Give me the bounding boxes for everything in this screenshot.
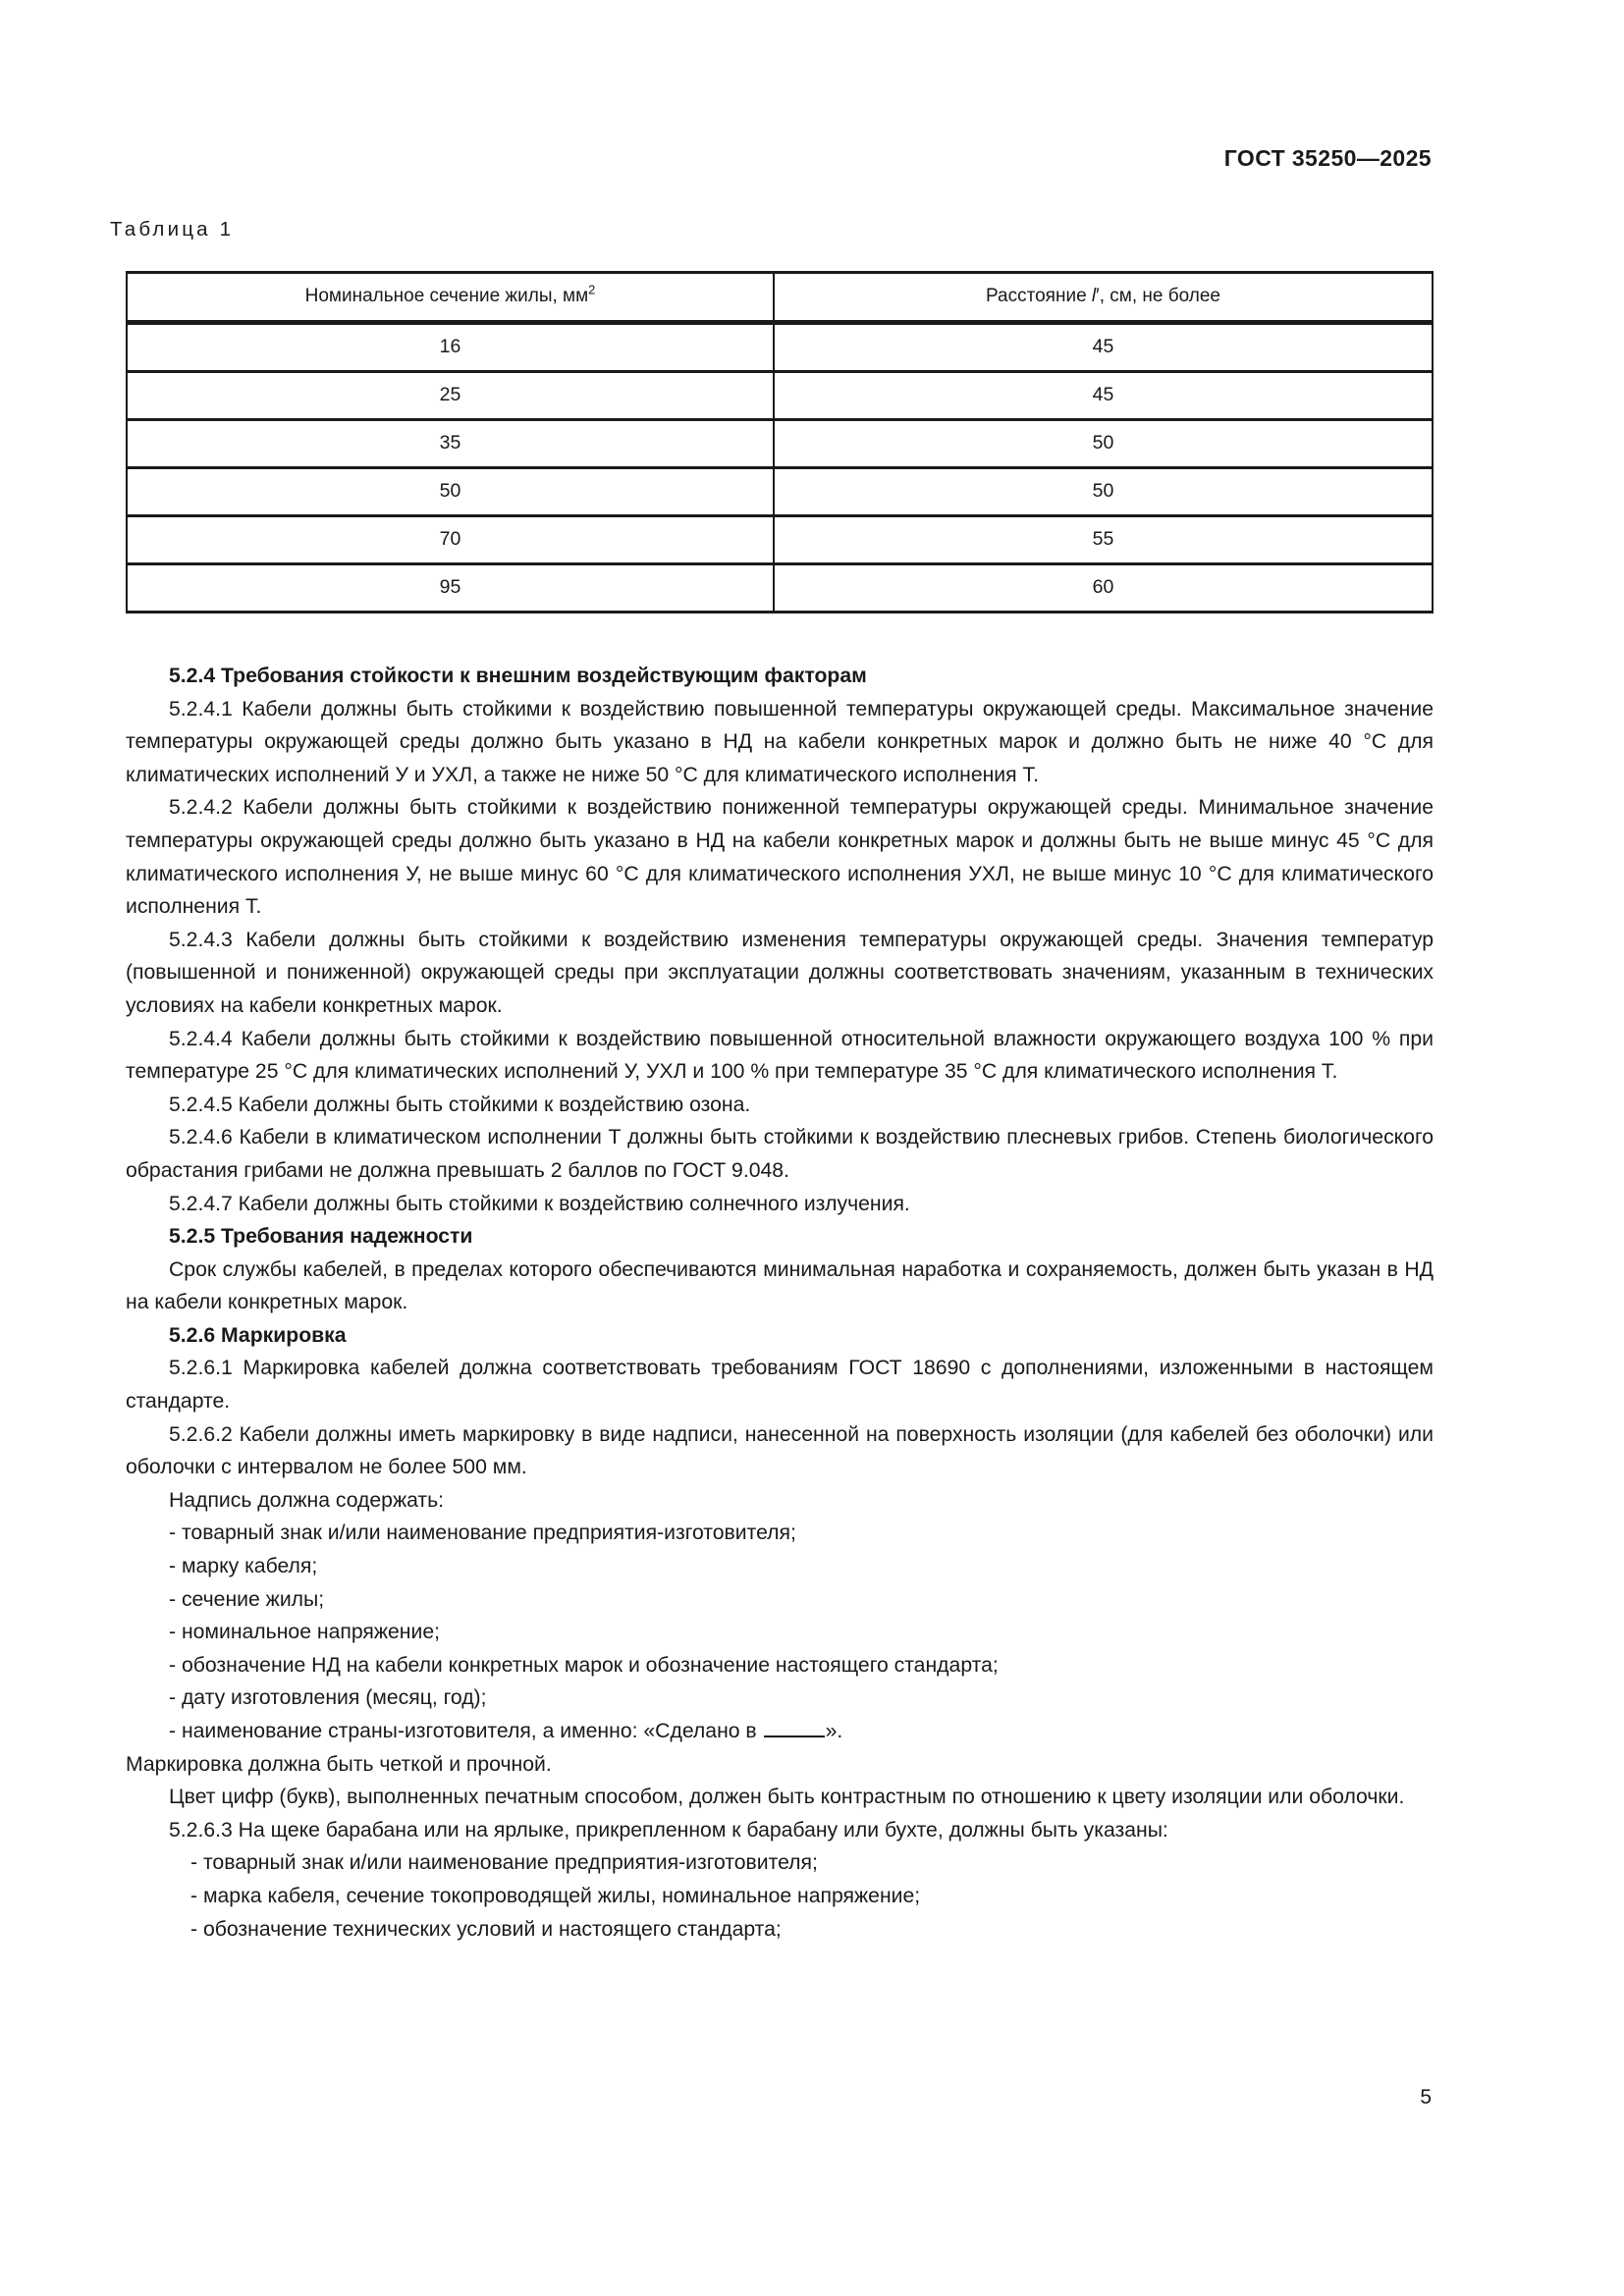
column-header-distance-prefix: Расстояние xyxy=(986,286,1092,307)
heading-5-2-4: 5.2.4 Требования стойкости к внешним воздействующим факторам xyxy=(169,665,867,687)
heading-5-2-5: 5.2.5 Требования надежности xyxy=(169,1225,473,1249)
paragraph-color-contrast: Цвет цифр (букв), выполненных печатным способом, должен быть контрастным по отношению к цвету изоляции или оболочки. xyxy=(169,1786,1405,1809)
table-1 xyxy=(126,271,1434,614)
column-header-nominal-section xyxy=(127,273,774,321)
paragraph-5-2-4-6: 5.2.4.6 Кабели в климатическом исполнении Т должны быть стойкими к воздействию плесневых грибов. Степень биологического обрастания грибами не должна превышать 2 баллов по ГОСТ 9.048. xyxy=(126,1126,1434,1182)
fill-in-blank xyxy=(764,1718,825,1737)
paragraph-5-2-4-1: 5.2.4.1 Кабели должны быть стойкими к воздействию повышенной температуры окружающей среды. Максимальное значение температуры окружающей среды должно быть указано в НД на кабели конкретных марок и должно быть не ниже 40 °С для климатических исполнений У и УХЛ, а также не ниже 50 °С для климатического исполнения Т. xyxy=(126,697,1434,786)
cell-nominal-section: 25 xyxy=(127,371,774,419)
list-item: - обозначение НД на кабели конкретных марок и обозначение настоящего стандарта; xyxy=(169,1653,999,1677)
paragraph-5-2-4-3: 5.2.4.3 Кабели должны быть стойкими к воздействию изменения температуры окружающей среды. Значения температур (повышенной и пониженной) окружающей среды при эксплуатации должны соответствовать значениям, указанным в технических условиях на кабели конкретных марок. xyxy=(126,928,1434,1017)
cell-nominal-section: 16 xyxy=(127,323,774,371)
inscription-lead-in: Надпись должна содержать: xyxy=(169,1488,445,1512)
cell-distance: 45 xyxy=(774,323,1433,371)
cell-nominal-section: 50 xyxy=(127,467,774,515)
paragraph-marking-quality: Маркировка должна быть четкой и прочной. xyxy=(126,1752,552,1776)
cell-nominal-section: 35 xyxy=(127,419,774,467)
table-header xyxy=(127,273,1433,324)
table-caption: Таблица 1 xyxy=(110,218,235,240)
paragraph-5-2-6-3: 5.2.6.3 На щеке барабана или на ярлыке, прикрепленном к барабану или бухте, должны быть указаны: xyxy=(169,1818,1168,1842)
list-item: - сечение жилы; xyxy=(169,1587,325,1611)
list-item: - товарный знак и/или наименование предприятия-изготовителя; xyxy=(190,1851,818,1875)
cell-distance: 50 xyxy=(774,467,1433,515)
table-row xyxy=(127,371,1433,419)
cell-nominal-section: 95 xyxy=(127,563,774,612)
table-header-row xyxy=(127,273,1433,321)
table-row xyxy=(127,323,1433,371)
list-item-country xyxy=(126,1715,1434,1748)
cell-distance: 55 xyxy=(774,515,1433,563)
paragraph-5-2-4-4: 5.2.4.4 Кабели должны быть стойкими к воздействию повышенной относительной влажности окружающего воздуха 100 % при температуре 25 °С для климатических исполнений У, УХЛ и 100 % при температуре 35 °С для климатического исполнения Т. xyxy=(126,1027,1434,1084)
column-header-distance-suffix: ′, см, не более xyxy=(1096,286,1220,307)
cell-nominal-section: 70 xyxy=(127,515,774,563)
table-row xyxy=(127,515,1433,563)
distance-symbol: l xyxy=(1091,286,1097,307)
table-row xyxy=(127,563,1433,612)
list-item-country-suffix: ». xyxy=(825,1720,843,1742)
table-row xyxy=(127,419,1433,467)
paragraph-5-2-4-7: 5.2.4.7 Кабели должны быть стойкими к воздействию солнечного излучения. xyxy=(169,1192,910,1215)
paragraph-5-2-4-5: 5.2.4.5 Кабели должны быть стойкими к воздействию озона. xyxy=(169,1093,751,1116)
running-header-standard-number: ГОСТ 35250—2025 xyxy=(1223,145,1432,171)
page-number: 5 xyxy=(1420,2086,1432,2109)
list-item-country-prefix: - наименование страны-изготовителя, а именно: «Сделано в xyxy=(169,1720,763,1742)
cell-distance: 50 xyxy=(774,419,1433,467)
column-header-distance xyxy=(774,273,1433,321)
column-header-nominal-section-text: Номинальное сечение жилы, мм xyxy=(304,286,589,307)
list-item: - дату изготовления (месяц, год); xyxy=(169,1686,487,1710)
list-item: - номинальное напряжение; xyxy=(169,1621,441,1644)
cell-distance: 45 xyxy=(774,371,1433,419)
list-item: - марку кабеля; xyxy=(169,1555,318,1578)
paragraph-5-2-6-1: 5.2.6.1 Маркировка кабелей должна соответствовать требованиям ГОСТ 18690 с дополнениями, изложенными в настоящем стандарте. xyxy=(126,1357,1434,1414)
paragraph-5-2-5: Срок службы кабелей, в пределах которого обеспечиваются минимальная наработка и сохраняемость, должен быть указан в НД на кабели конкретных марок. xyxy=(126,1257,1434,1314)
cell-distance: 60 xyxy=(774,563,1433,612)
body-content xyxy=(126,660,1434,1946)
table-row xyxy=(127,467,1433,515)
heading-5-2-6: 5.2.6 Маркировка xyxy=(169,1323,347,1347)
list-item: - обозначение технических условий и настоящего стандарта; xyxy=(190,1917,782,1941)
list-item: - товарный знак и/или наименование предприятия-изготовителя; xyxy=(169,1522,796,1545)
paragraph-5-2-6-2: 5.2.6.2 Кабели должны иметь маркировку в виде надписи, нанесенной на поверхность изоляции (для кабелей без оболочки) или оболочки с интервалом не более 500 мм. xyxy=(126,1422,1434,1479)
table-body xyxy=(127,323,1433,612)
paragraph-5-2-4-2: 5.2.4.2 Кабели должны быть стойкими к воздействию пониженной температуры окружающей среды. Минимальное значение температуры окружающей среды должно быть указано в НД на кабели конкретных марок и должны быть не выше минус 45 °С для климатического исполнения У, не выше минус 60 °С для климатического исполнения УХЛ, не выше минус 10 °С для климатического исполнения Т. xyxy=(126,796,1434,919)
list-item: - марка кабеля, сечение токопроводящей жилы, номинальное напряжение; xyxy=(190,1884,921,1907)
superscript-two: 2 xyxy=(588,282,596,297)
